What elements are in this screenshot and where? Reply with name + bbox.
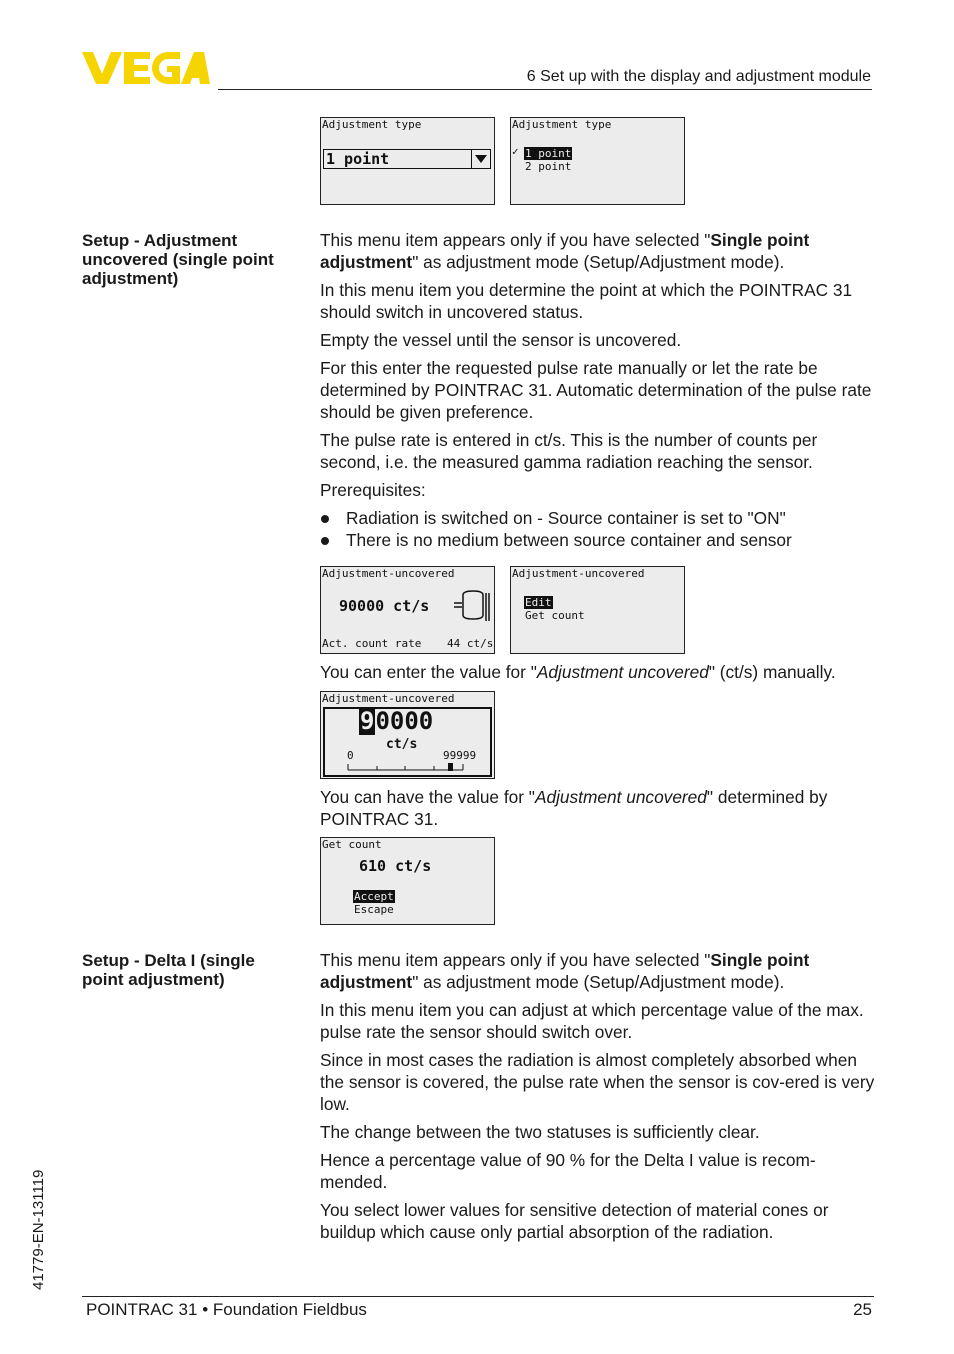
section-heading-uncovered: Setup - Adjustment uncovered (single point adjustment) [82, 231, 274, 288]
paragraph-manual: You can enter the value for "Adjustment uncovered" (ct/s) manually. [320, 662, 836, 682]
lcd-select-box [323, 149, 491, 169]
lcd-edit-digits: 90000 [360, 707, 434, 735]
lcd-adjustment-type-dropdown [320, 117, 495, 205]
lcd-min: 0 [347, 749, 354, 762]
lcd-scale-bar [347, 760, 469, 772]
paragraph: This menu item appears only if you have selected "Single point adjustment" as adjustment mode (Setup/Adjustment mode). [320, 230, 810, 272]
list-item: There is no medium between source container and sensor [320, 529, 876, 551]
paragraph: The pulse rate is entered in ct/s. This is the number of counts per second, i.e. the measured gamma radiation reaching the sensor. [320, 430, 818, 472]
paragraph: The change between the two statuses is sufficiently clear. [320, 1122, 760, 1142]
paragraph: This menu item appears only if you have selected "Single point adjustment" as adjustment mode (Setup/Adjustment mode). [320, 950, 810, 992]
lcd-value: 610 ct/s [359, 857, 432, 875]
lcd-label: Act. count rate [322, 637, 422, 650]
section-header: 6 Set up with the display and adjustment module [526, 68, 871, 85]
lcd-option: Escape [354, 903, 394, 916]
lcd-option-selected: Edit [525, 596, 552, 609]
lcd-title: Adjustment-uncovered [322, 567, 455, 580]
lcd-option: 2 point [525, 160, 572, 173]
lcd-title: Adjustment type [512, 118, 612, 131]
paragraph: In this menu item you can adjust at which percentage value of the max. pulse rate the sensor should switch over. [320, 1000, 864, 1042]
prerequisites-list [320, 507, 876, 551]
lcd-max: 99999 [443, 749, 477, 762]
lcd-select-value: 1 point [326, 150, 390, 168]
paragraph: For this enter the requested pulse rate manually or let the rate be determined by POINTRAC 31. Automatic determination of the pulse rate should be given preference. [320, 358, 872, 422]
paragraph: Prerequisites: [320, 480, 426, 500]
paragraph: Empty the vessel until the sensor is uncovered. [320, 330, 682, 350]
paragraph-auto: You can have the value for "Adjustment uncovered" determined by POINTRAC 31. [320, 787, 828, 829]
section-heading-delta-i: Setup - Delta I (single point adjustment) [82, 951, 255, 989]
lcd-cursor-digit: 9 [360, 707, 375, 735]
section2-body [320, 949, 876, 1249]
chevron-down-icon [471, 150, 490, 168]
paragraph: Since in most cases the radiation is almost completely absorbed when the sensor is covered, the pulse rate when the sensor is cov-ered is very low. [320, 1050, 875, 1114]
check-icon: ✓ [512, 145, 519, 158]
footer-product: POINTRAC 31 • Foundation Fieldbus [86, 1300, 367, 1319]
lcd-title: Adjustment-uncovered [512, 567, 645, 580]
footer-rule [82, 1296, 874, 1297]
lcd-get-count [320, 837, 495, 925]
header-rule [218, 89, 872, 90]
lcd-adjustment-type-list [510, 117, 685, 205]
lcd-title: Get count [322, 838, 382, 851]
lcd-edit-value [320, 691, 495, 779]
lcd-rate: 44 ct/s [447, 637, 494, 650]
lcd-option-selected: Accept [354, 890, 394, 903]
list-item: Radiation is switched on - Source container is set to "ON" [320, 507, 876, 529]
paragraph: You select lower values for sensitive detection of material cones or buildup which cause only partial absorption of the radiation. [320, 1200, 829, 1242]
lcd-option: Get count [525, 609, 585, 622]
section1-body [320, 229, 876, 551]
lcd-unit: ct/s [386, 737, 418, 752]
paragraph: In this menu item you determine the point at which the POINTRAC 31 should switch in uncovered status. [320, 280, 853, 322]
paragraph: Hence a percentage value of 90 % for the Delta I value is recom-mended. [320, 1150, 816, 1192]
document-id: 41779-EN-131119 [30, 1169, 47, 1290]
lcd-title: Adjustment-uncovered [322, 692, 455, 705]
vessel-icon [453, 589, 493, 623]
lcd-option-selected: 1 point [525, 147, 572, 160]
lcd-title: Adjustment type [322, 118, 422, 131]
page-number: 25 [853, 1300, 872, 1319]
lcd-value: 90000 ct/s [339, 597, 430, 615]
vega-logo [82, 52, 210, 84]
lcd-adjustment-uncovered [320, 566, 495, 654]
lcd-adjustment-uncovered-menu [510, 566, 685, 654]
